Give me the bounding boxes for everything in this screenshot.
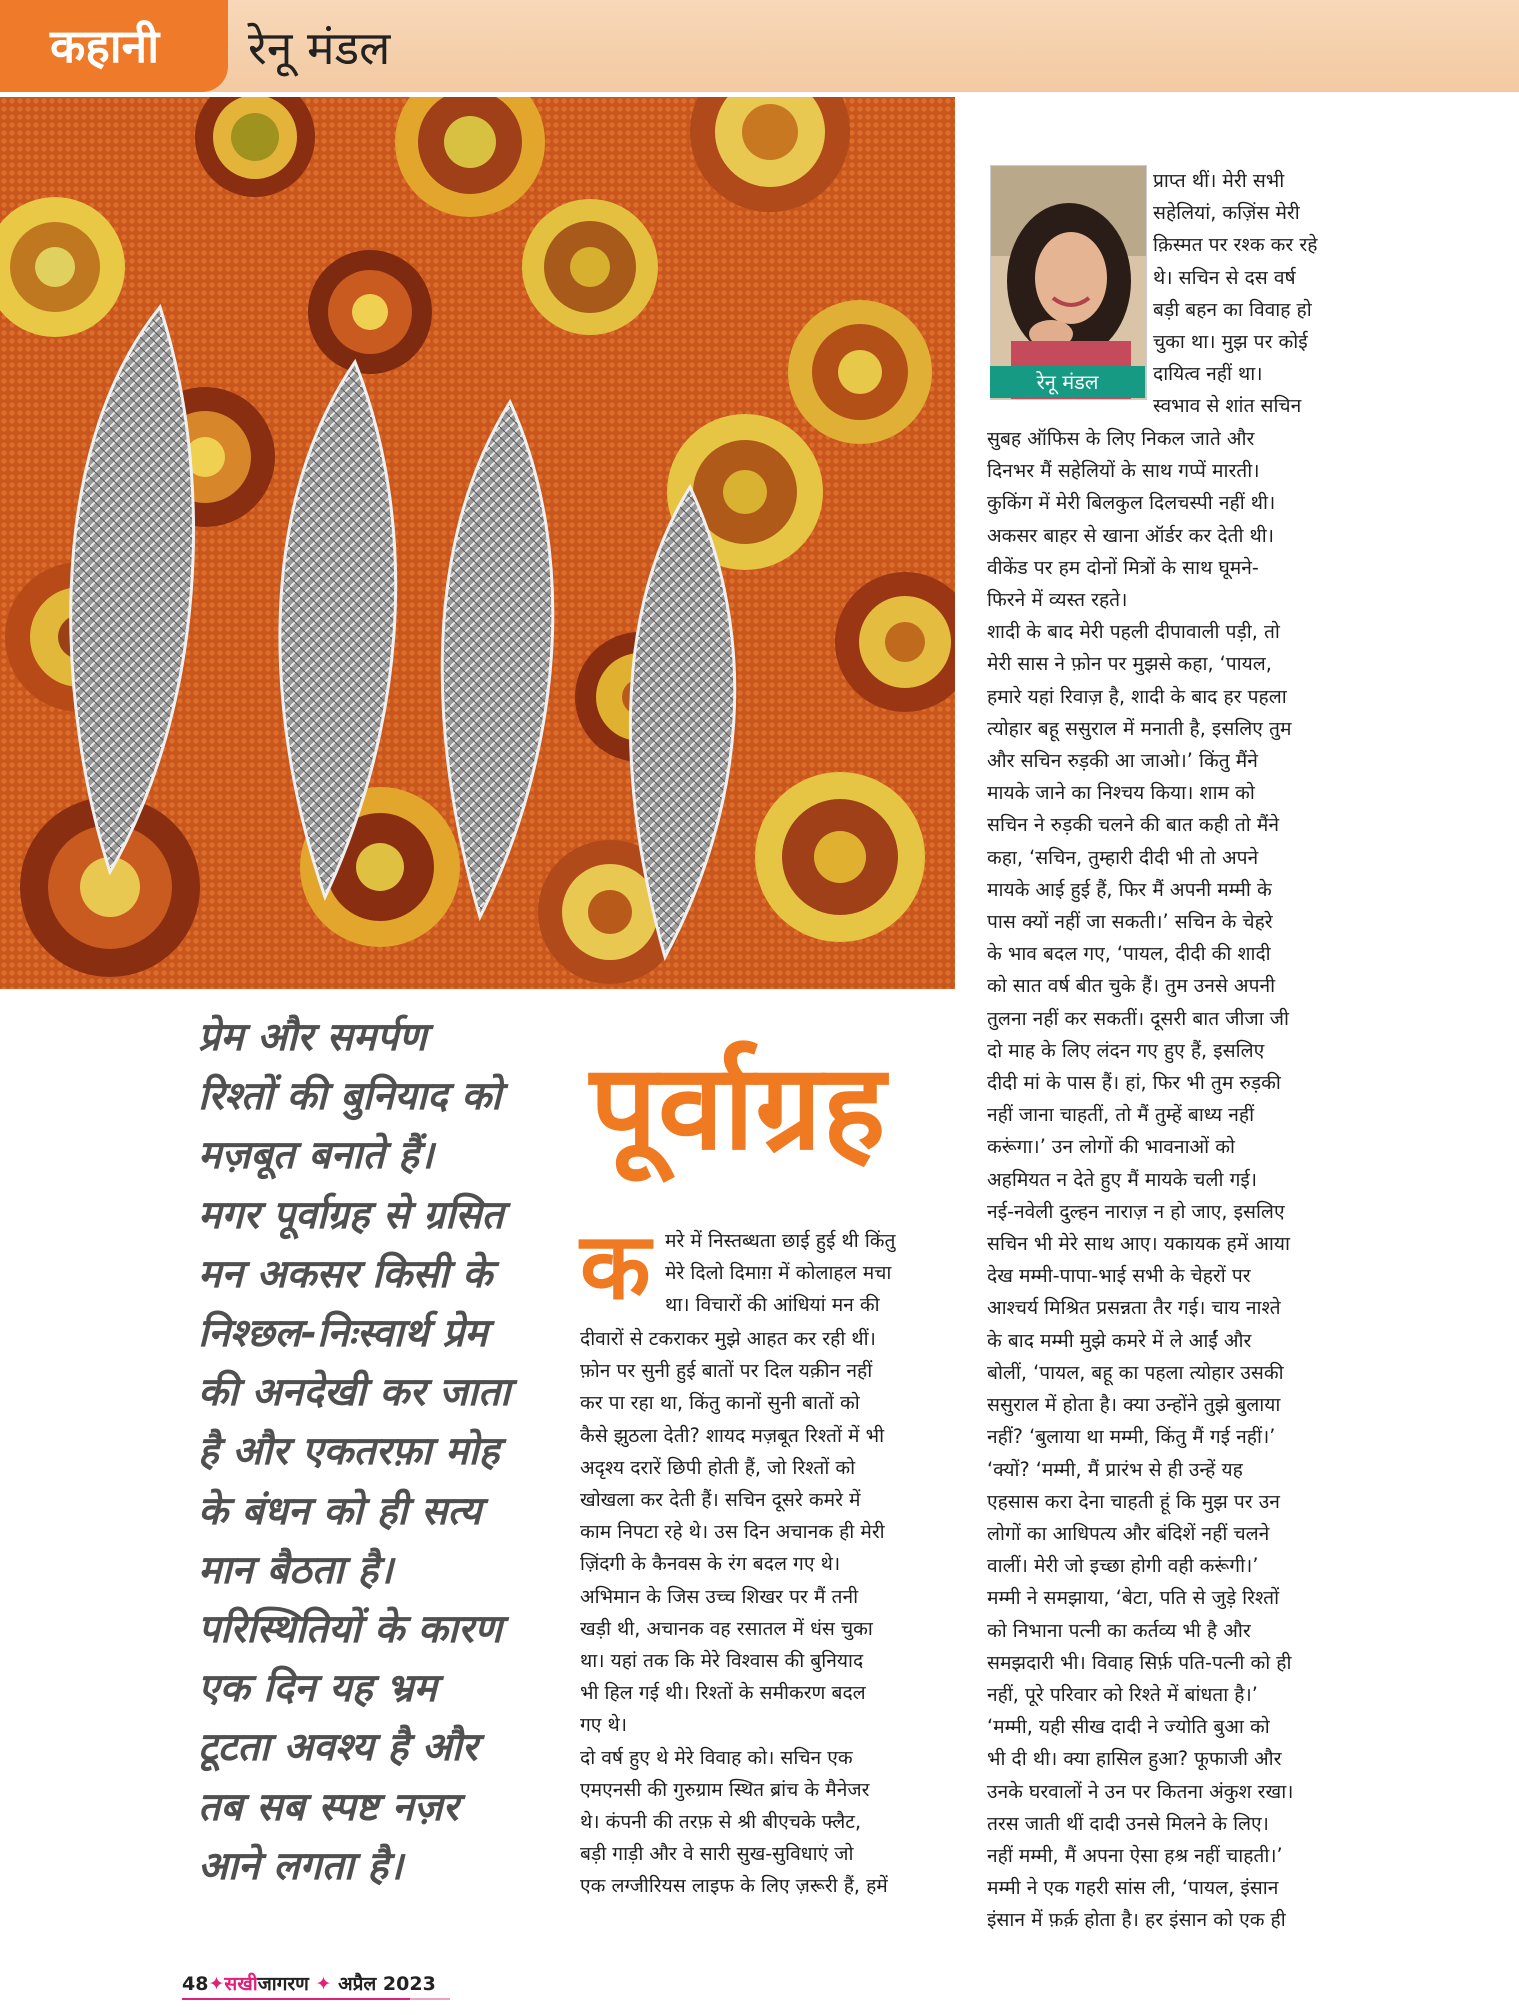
section-label: कहानी — [50, 19, 160, 73]
page-number: 48 — [182, 1973, 209, 1995]
page-header — [0, 0, 1519, 92]
author-portrait — [991, 166, 1146, 399]
intro-text — [665, 1225, 957, 1322]
paragraph: दीवारों से टकराकर मुझे आहत कर रही थीं। फ़ोन पर सुनी हुई बातों पर दिल यक़ीन नहीं कर पा रहा था, किंतु कानों सुनी बातों को कैसे झुठला देती? शायद मज़बूत रिश्तों में भी अदृश्य दरारें छिपी होती हैं, जो रिश्तों को खोखला कर देती हैं। सचिन दूसरे कमरे में काम निपटा रहे थे। उस दिन अचानक ही मेरी ज़िंदगी के कैनवस के रंग बदल गए थे। अभिमान के जिस उच्च शिखर पर मैं तनी खड़ी थी, अचानक वह रसातल में धंस चुका था। यहां तक कि मेरे विश्वास की बुनियाद भी हिल गई थी। रिश्तों के समीकरण बदल गए थे। दो वर्ष हुए थे मेरे विवाह को। सचिन एक एमएनसी की गुरुग्राम स्थित ब्रांच के मैनेजर थे। कंपनी की तरफ़ से श्री बीएचके फ्लैट, बड़ी गाड़ी और वे सारी सुख-सुविधाएं जो एक लग्जीरियस लाइफ के लिए ज़रूरी हैं, हमें — [580, 1327, 888, 1898]
pull-quote — [198, 1008, 576, 1896]
brand-part2: जागरण — [257, 1973, 309, 1995]
story-title: पूर्वाग्रह — [590, 1038, 887, 1176]
section-tab — [0, 0, 228, 92]
right-column-text — [987, 423, 1387, 1937]
page-footer — [182, 1970, 436, 1996]
footer-rule-fade — [410, 1998, 450, 2000]
pull-quote-text: प्रेम और समर्पण रिश्तों की बुनियाद को मज़बूत बनाते हैं। मगर पूर्वाग्रह से ग्रसित मन अकसर किसी के निश्छल-निःस्वार्थ प्रेम की अनदेखी कर जाता है और एकतरफ़ा मोह के बंधन को ही सत्य मान बैठता है। परिस्थितियों के कारण एक दिन यह भ्रम टूटता अवश्य है और तब सब स्पष्ट नज़र आने लगता है। — [198, 1015, 511, 1889]
footer-rule — [182, 1998, 410, 2000]
paragraph: सुबह ऑफिस के लिए निकल जाते और दिनभर मैं सहेलियों के साथ गप्पें मारती। कुकिंग में मेरी बिलकुल दिलचस्पी नहीं थी। अकसर बाहर से खाना ऑर्डर कर देती थी। वीकेंड पर हम दोनों मित्रों के साथ घूमने- फिरने में व्यस्त रहते। शादी के बाद मेरी पहली दीपावाली पड़ी, तो मेरी सास ने फ़ोन पर मुझसे कहा, ‘पायल, हमारे यहां रिवाज़ है, शादी के बाद हर पहला त्योहार बहू ससुराल में मनाती है, इसलिए तुम और सचिन रुड़की आ जाओ।’ किंतु मैंने मायके जाने का निश्चय किया। शाम को सचिन ने रुड़की चलने की बात कही तो मैंने कहा, ‘सचिन, तुम्हारी दीदी भी तो अपने मायके आई हुई हैं, फिर मैं अपनी मम्मी के पास क्यों नहीं जा सकती।’ सचिन के चेहरे के भाव बदल गए, ‘पायल, दीदी की शादी को सात वर्ष बीत चुके हैं। तुम उनसे अपनी तुलना नहीं कर सकतीं। दूसरी बात जीजा जी दो माह के लिए लंदन गए हुए हैं, इसलिए दीदी मां के पास हैं। हां, फिर भी तुम रुड़की नहीं जाना चाहतीं, तो मैं तुम्हें बाध्य नहीं करूंगा।’ उन लोगों की भावनाओं को अहमियत न देते हुए मैं मायके चली गई। नई-नवेली दुल्हन नाराज़ न हो जाए, इसलिए सचिन भी मेरे साथ आए। यकायक हमें आया देख मम्मी-पापा-भाई सभी के चेहरों पर आश्चर्य मिश्रित प्रसन्नता तैर गई। चाय नाश्ते के बाद मम्मी मुझे कमरे में ले आईं और बोलीं, ‘पायल, बहू का पहला त्योहार उसकी ससुराल में होता है। क्या उन्होंने तुझे बुलाया नहीं? ‘बुलाया था मम्मी, किंतु मैं गई नहीं।’ ‘क्यों? ‘मम्मी, मैं प्रारंभ से ही उन्हें यह एहसास करा देना चाहती हूं कि मुझ पर उन लोगों का आधिपत्य और बंदिशें नहीं चलने वालीं। मेरी जो इच्छा होगी वही करूंगी।’ मम्मी ने समझाया, ‘बेटा, पति से जुड़े रिश्तों को निभाना पत्नी का कर्तव्य भी है और समझदारी भी। विवाह सिर्फ़ पति-पत्नी को ही नहीं, पूरे परिवार को रिश्ते में बांधता है।’ ‘मम्मी, यही सीख दादी ने ज्योति बुआ को भी दी थी। क्या हासिल हुआ? फूफाजी और उनके घरवालों ने उन पर कितना अंकुश रखा। तरस जाती थीं दादी उनसे मिलने के लिए। नहीं मम्मी, मैं अपना ऐसा हश्र नहीं चाहती।’ मम्मी ने एक गहरी सांस ली, ‘पायल, इंसान इंसान में फ़र्क़ होता है। हर इंसान को एक ही — [987, 427, 1294, 1932]
header-author-name: रेनू मंडल — [248, 21, 391, 75]
issue-date: अप्रैल 2023 — [338, 1973, 436, 1995]
story-illustration — [0, 97, 955, 989]
star-icon: ✦ — [315, 1973, 332, 1995]
right-column-top-text — [1153, 165, 1393, 423]
paragraph: प्राप्त थीं। मेरी सभी सहेलियां, कज़िंस मेरी क़िस्मत पर रश्क कर रहे थे। सचिन से दस वर्ष बड़ी बहन का विवाह हो चुका था। मुझ पर कोई दायित्व नहीं था। स्वभाव से शांत सचिन — [1153, 169, 1318, 418]
author-caption: रेनू मंडल — [990, 366, 1145, 398]
paragraph: मरे में निस्तब्धता छाई हुई थी किंतु मेरे दिलो दिमाग़ में कोलाहल मचा था। विचारों की आंधियां मन की — [665, 1229, 896, 1317]
center-column-text — [580, 1323, 957, 1903]
star-icon: ✦ — [208, 1973, 225, 1995]
drop-cap: क — [580, 1213, 651, 1320]
author-photo — [990, 165, 1147, 400]
brand-part1: सखी — [224, 1973, 258, 1995]
